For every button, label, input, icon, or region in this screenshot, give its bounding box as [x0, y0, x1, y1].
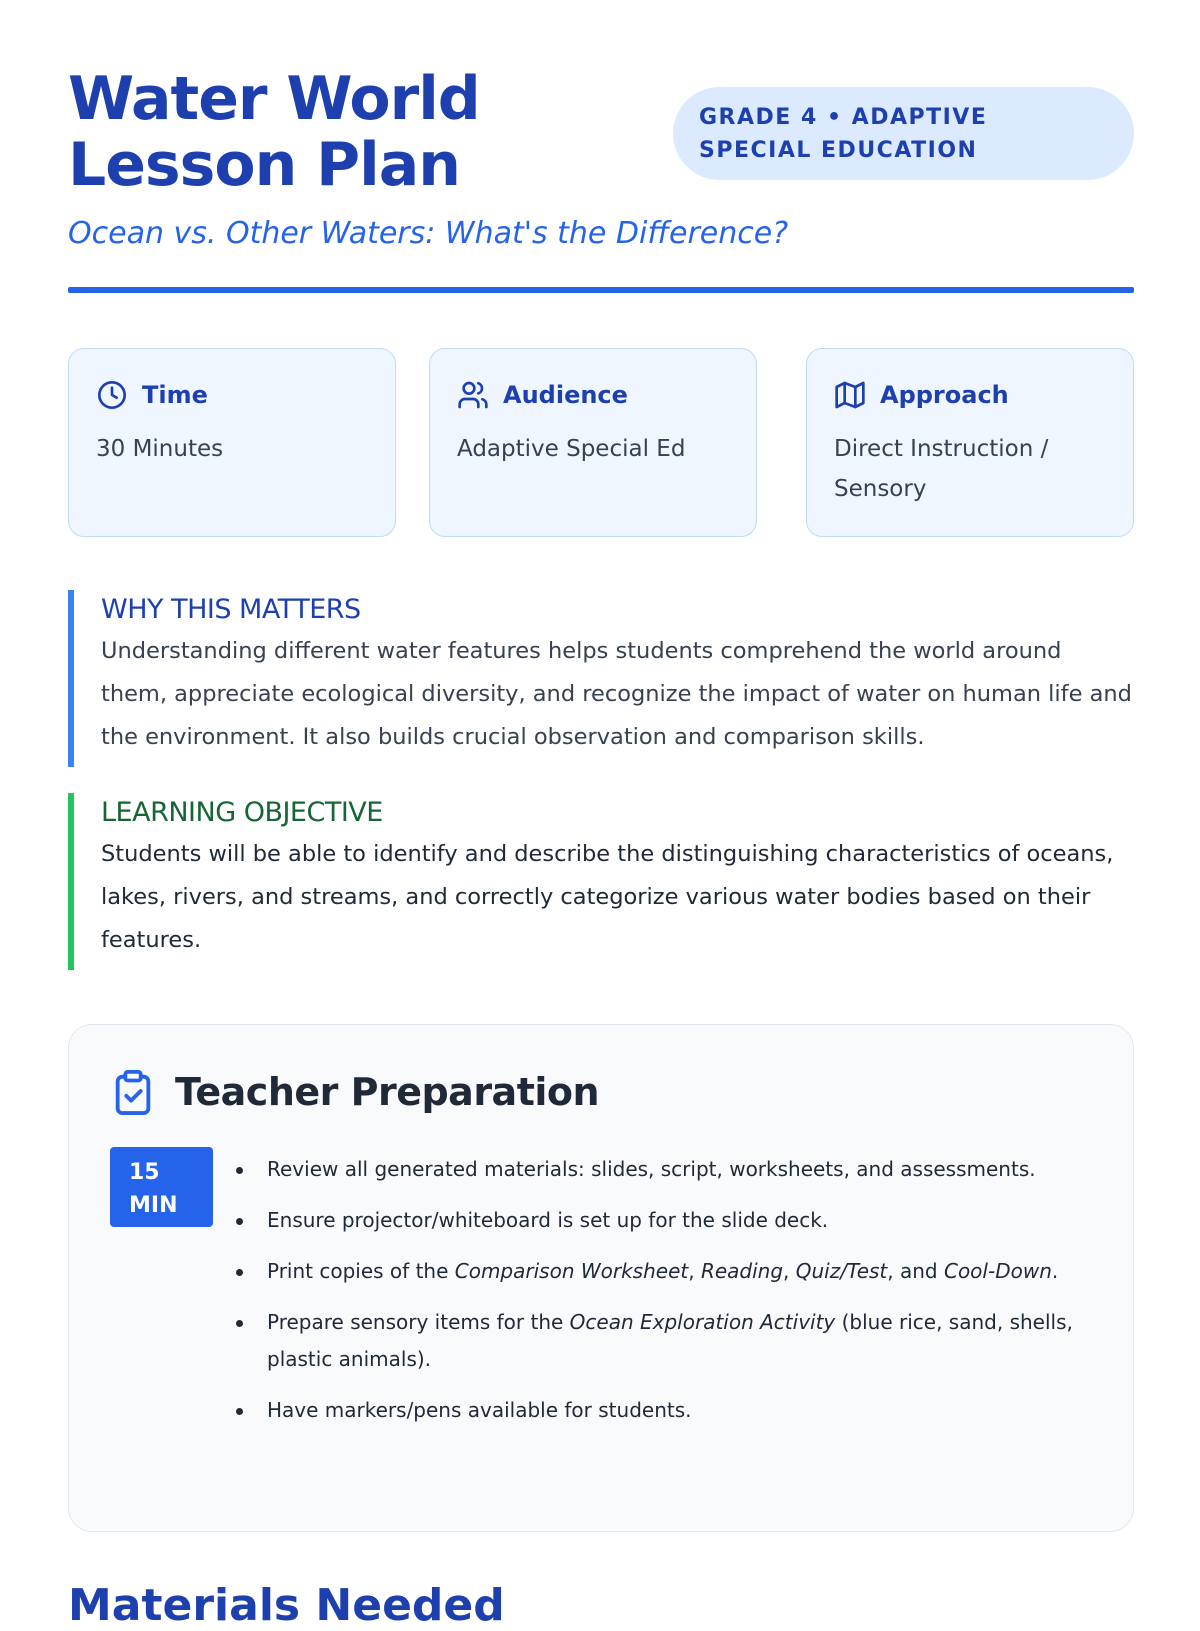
list-item: Ensure projector/whiteboard is set up for the slide deck. — [267, 1202, 1097, 1239]
why-this-matters-heading: WHY THIS MATTERS — [101, 594, 361, 625]
learning-objective-heading: LEARNING OBJECTIVE — [101, 797, 383, 828]
users-icon — [457, 379, 489, 411]
grade-badge: GRADE 4 • ADAPTIVE SPECIAL EDUCATION — [673, 87, 1134, 180]
list-item: Have markers/pens available for students. — [267, 1392, 1097, 1429]
learning-objective-section — [68, 793, 1134, 970]
teacher-preparation-heading: Teacher Preparation — [175, 1070, 600, 1114]
info-card-approach — [806, 348, 1134, 537]
clock-icon — [96, 379, 128, 411]
info-card-value: Adaptive Special Ed — [457, 436, 686, 462]
info-card-title: Audience — [503, 381, 628, 409]
list-item: Prepare sensory items for the Ocean Exploration Activity (blue rice, sand, shells, plastic animals). — [267, 1304, 1097, 1378]
map-icon — [834, 379, 866, 411]
info-card-time — [68, 348, 396, 537]
clipboard-check-icon — [113, 1069, 153, 1115]
list-item: Print copies of the Comparison Worksheet, Reading, Quiz/Test, and Cool-Down. — [267, 1253, 1097, 1290]
info-cards — [68, 348, 1134, 537]
info-card-value: 30 Minutes — [96, 436, 224, 462]
materials-needed-heading: Materials Needed — [68, 1580, 505, 1631]
prep-time-number: 15 — [129, 1160, 160, 1185]
prep-time-unit: MIN — [129, 1193, 178, 1218]
info-card-title: Approach — [880, 381, 1009, 409]
lesson-plan-page — [68, 0, 1134, 1631]
list-item: Review all generated materials: slides, script, worksheets, and assessments. — [267, 1151, 1097, 1188]
why-this-matters-text: Understanding different water features helps students comprehend the world around them, appreciate ecological diversity, and recognize the impact of water on human life and the environment. It also builds crucial observation and comparison skills. — [101, 638, 1132, 750]
learning-objective-text: Students will be able to identify and describe the distinguishing characteristics of oceans, lakes, rivers, and streams, and correctly categorize various water bodies based on their features. — [101, 841, 1114, 953]
why-this-matters-section — [68, 590, 1134, 767]
callout-accent-bar — [68, 590, 74, 767]
info-card-title: Time — [142, 381, 208, 409]
page-title: Water World Lesson Plan — [68, 64, 480, 200]
page-subtitle: Ocean vs. Other Waters: What's the Difference? — [68, 216, 789, 251]
prep-checklist — [267, 1151, 1097, 1443]
info-card-audience — [429, 348, 757, 537]
info-card-value: Direct Instruction / Sensory — [834, 436, 1049, 502]
prep-time-badge — [110, 1147, 213, 1227]
teacher-preparation-section — [68, 1024, 1134, 1532]
header-divider — [68, 287, 1134, 293]
callout-accent-bar — [68, 793, 74, 970]
lesson-header — [68, 0, 1134, 296]
